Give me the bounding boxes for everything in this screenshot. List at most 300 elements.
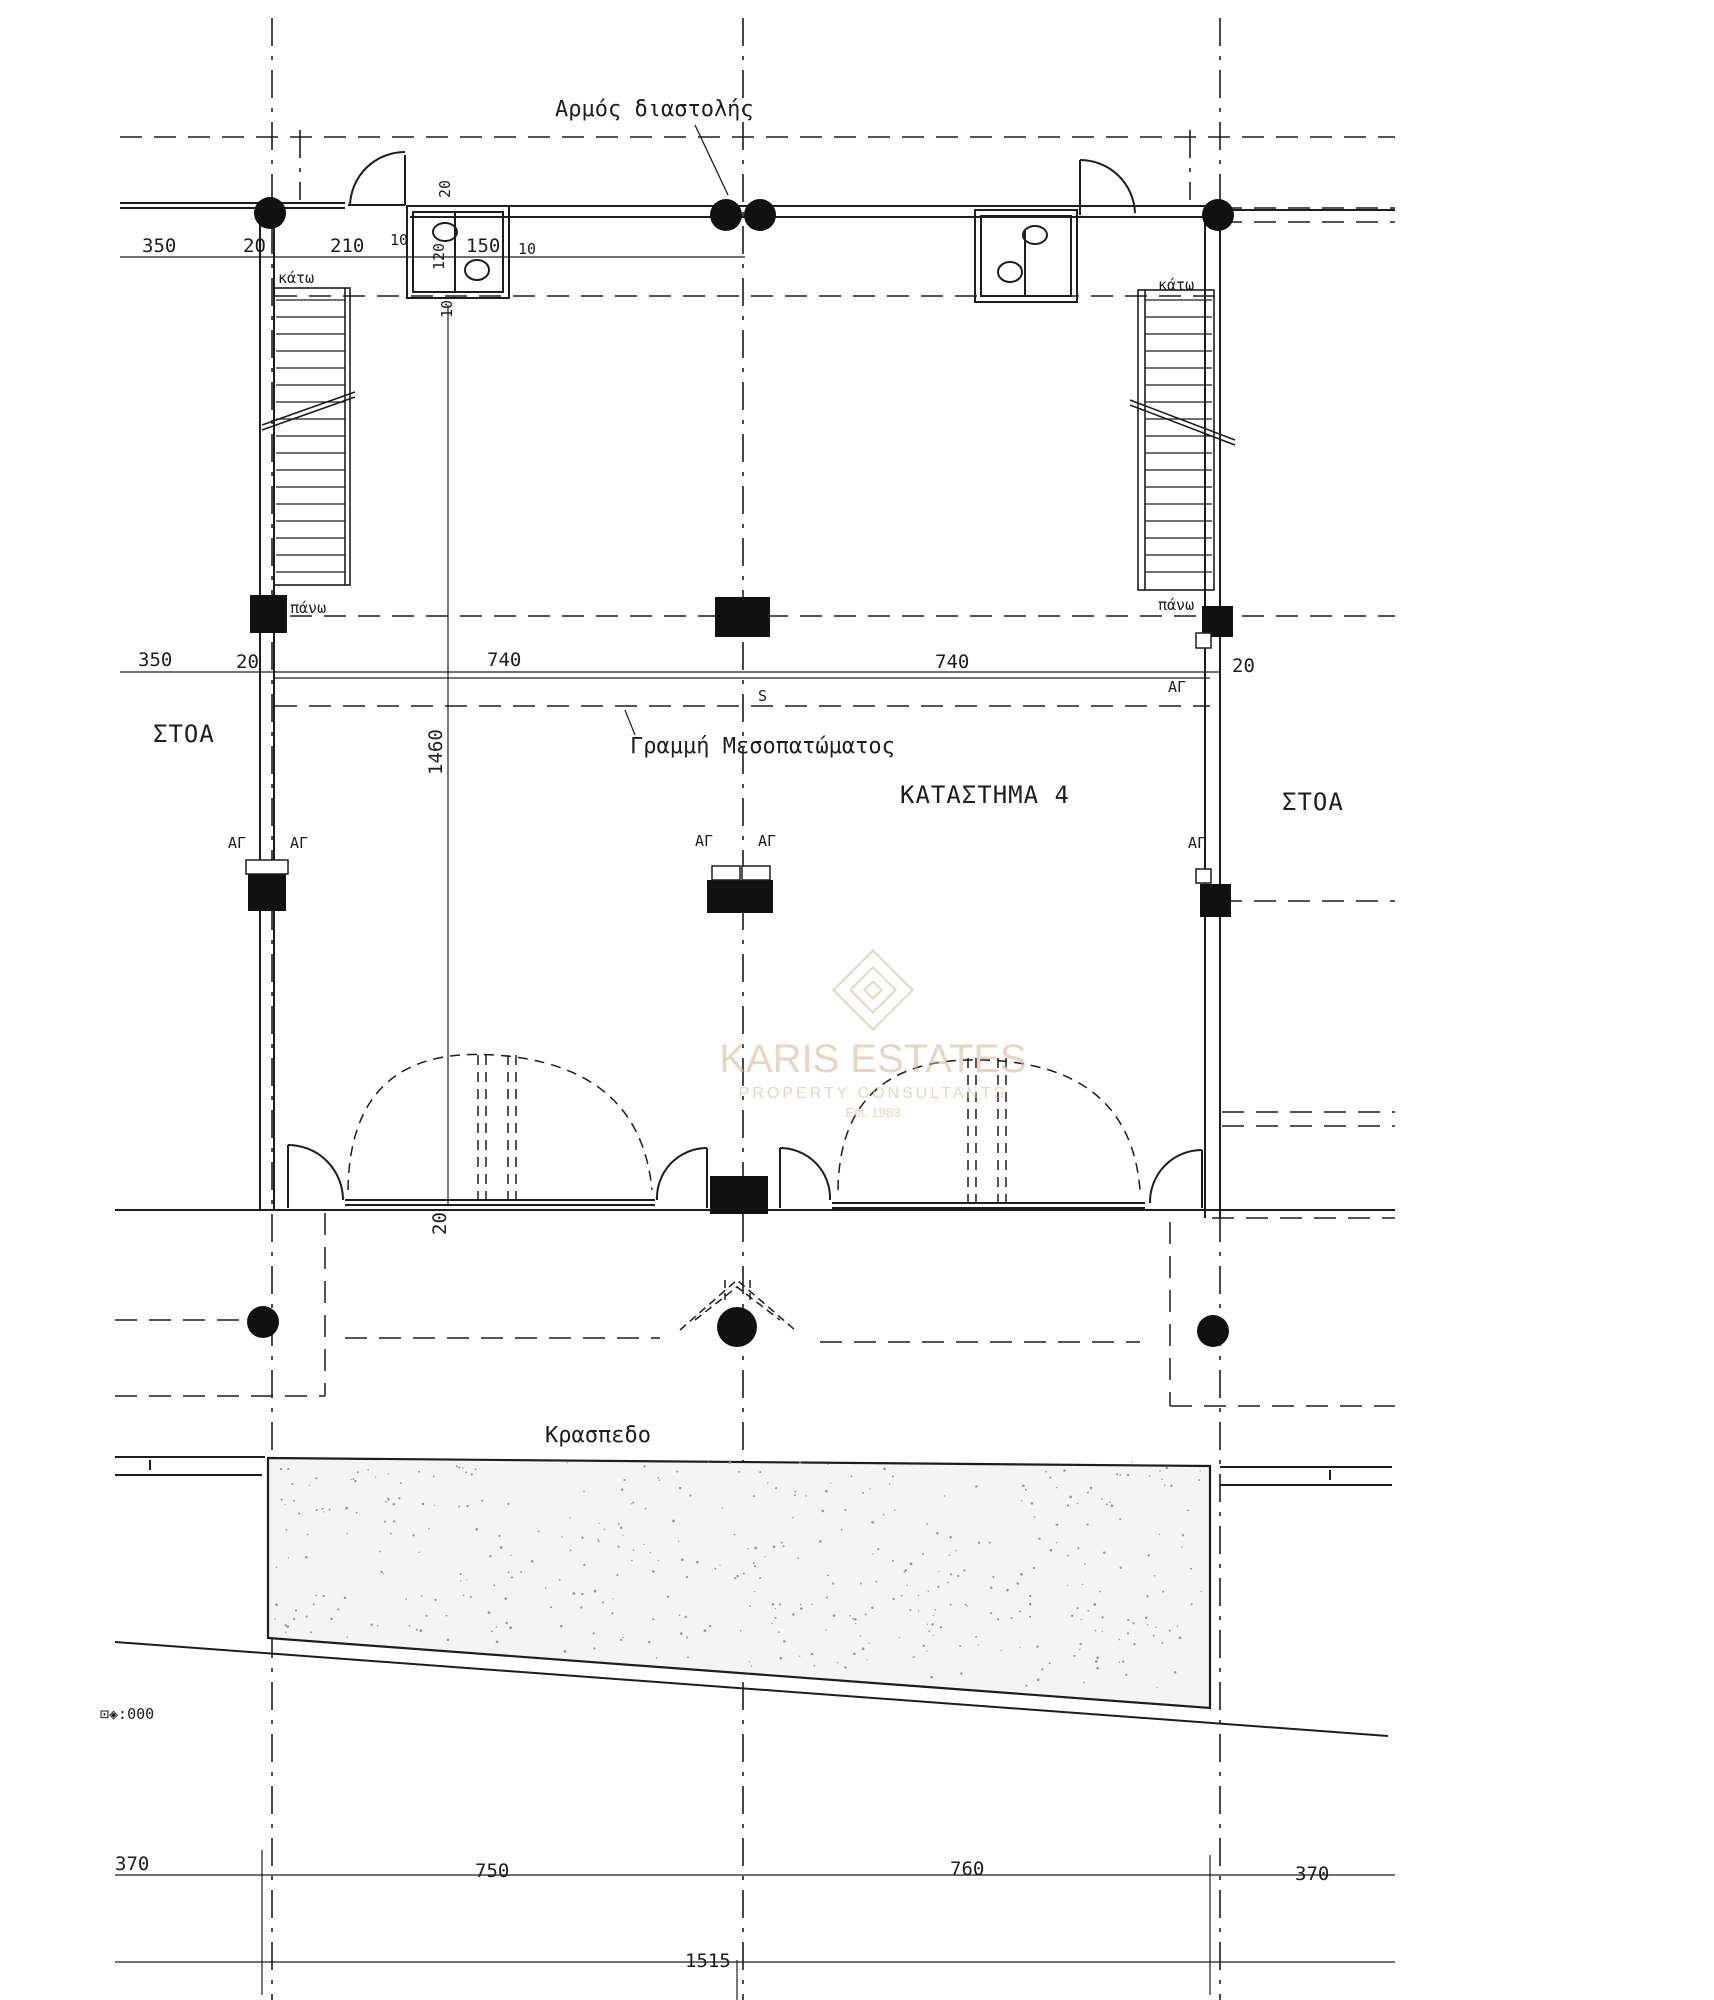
planter-speck xyxy=(337,1608,339,1610)
planter-speck xyxy=(1201,1591,1202,1592)
planter-speck xyxy=(412,1534,414,1536)
planter-speck xyxy=(922,1553,924,1555)
dim-depth: 1460 xyxy=(425,729,447,775)
planter-speck xyxy=(862,1647,865,1650)
planter-speck xyxy=(496,1640,499,1643)
dim-wc-wall-b: 10 xyxy=(518,240,537,258)
planter-speck xyxy=(778,1631,780,1633)
planter-speck xyxy=(743,1573,745,1575)
planter-speck xyxy=(966,1605,968,1607)
planter-speck xyxy=(799,1655,800,1656)
planter-speck xyxy=(950,1604,952,1606)
planter-speck xyxy=(405,1598,407,1600)
planter-speck xyxy=(622,1637,623,1638)
planter-speck xyxy=(844,1509,846,1511)
planter-speck xyxy=(1131,1462,1132,1463)
planter-speck xyxy=(989,1542,991,1544)
planter-speck xyxy=(1120,1567,1122,1569)
planter-speck xyxy=(421,1595,423,1597)
planter-speck xyxy=(1148,1554,1150,1556)
planter-speck xyxy=(1020,1573,1023,1576)
planter-speck xyxy=(583,1564,585,1566)
planter-speck xyxy=(678,1540,680,1542)
planter-speck xyxy=(1077,1503,1079,1505)
planter-speck xyxy=(841,1529,843,1531)
planter-speck xyxy=(328,1509,330,1511)
planter-speck xyxy=(772,1603,775,1606)
planter-speck xyxy=(1164,1485,1166,1487)
planter-speck xyxy=(892,1598,894,1600)
planter-speck xyxy=(811,1604,813,1606)
planter-speck xyxy=(918,1595,919,1596)
planter-speck xyxy=(418,1471,420,1473)
planter-speck xyxy=(904,1571,906,1573)
planter-speck xyxy=(1034,1516,1036,1518)
planter-speck xyxy=(356,1512,358,1514)
planter-speck xyxy=(1096,1656,1099,1659)
planter-speck xyxy=(937,1586,939,1588)
label-ag: ΑΓ xyxy=(1168,678,1187,696)
planter-speck xyxy=(1090,1488,1092,1490)
planter-speck xyxy=(1021,1500,1022,1501)
planter-speck xyxy=(1001,1650,1002,1651)
planter-speck xyxy=(867,1659,868,1660)
planter-speck xyxy=(466,1505,468,1507)
planter-speck xyxy=(581,1536,583,1538)
planter-speck xyxy=(1071,1615,1073,1617)
column-square xyxy=(1200,884,1231,917)
horizontal-dashed-lines xyxy=(115,137,1395,1406)
planter-speck xyxy=(573,1592,576,1595)
planter-speck xyxy=(564,1650,567,1653)
planter-speck xyxy=(322,1508,324,1510)
planter-speck xyxy=(475,1468,477,1470)
planter-speck xyxy=(1069,1496,1072,1499)
planter-speck xyxy=(1020,1647,1021,1648)
planter-speck xyxy=(1118,1639,1120,1641)
planter-speck xyxy=(949,1536,952,1539)
column-round xyxy=(254,197,286,229)
planter-speck xyxy=(284,1504,285,1505)
planter-speck xyxy=(1095,1630,1097,1632)
planter-speck xyxy=(696,1561,699,1564)
planter-speck xyxy=(1174,1671,1177,1674)
planter-speck xyxy=(293,1500,295,1502)
planter-speck xyxy=(287,1468,289,1470)
planter-speck xyxy=(1125,1674,1127,1676)
planter-speck xyxy=(794,1491,796,1493)
planter-speck xyxy=(872,1553,873,1554)
planter-speck xyxy=(545,1588,546,1589)
planter-speck xyxy=(293,1618,295,1620)
dim-bottom-bay-left: 750 xyxy=(475,1860,510,1882)
planter-speck xyxy=(1036,1645,1038,1647)
planter-speck xyxy=(387,1497,389,1499)
planter-speck xyxy=(612,1598,613,1599)
planter-speck xyxy=(416,1629,418,1631)
planter-speck xyxy=(681,1558,684,1561)
planter-speck xyxy=(869,1488,870,1489)
planter-speck xyxy=(281,1499,283,1501)
planter-speck xyxy=(889,1483,890,1484)
planter-speck xyxy=(1063,1469,1066,1472)
label-expansion-joint: Αρμός διαστολής xyxy=(555,97,754,122)
planter-speck xyxy=(1056,1524,1058,1526)
planter-speck xyxy=(672,1520,675,1523)
planter-speck xyxy=(923,1645,925,1647)
planter-speck xyxy=(827,1464,828,1465)
planter-speck xyxy=(771,1622,773,1624)
planter-speck xyxy=(460,1573,462,1575)
planter-speck xyxy=(286,1625,289,1628)
watermark-year: Est. 1983 xyxy=(845,1105,901,1120)
label-curb: Κρασπεδο xyxy=(545,1423,651,1448)
watermark-tagline: PROPERTY CONSULTANTS xyxy=(738,1085,1008,1102)
planter-speck xyxy=(781,1542,783,1544)
planter-speck xyxy=(1198,1479,1200,1481)
planter-speck xyxy=(280,1468,282,1470)
planter-speck xyxy=(830,1483,831,1484)
planter-speck xyxy=(460,1580,461,1581)
stair-treads xyxy=(276,300,1212,572)
planter-speck xyxy=(759,1577,761,1579)
planter-speck xyxy=(643,1544,644,1545)
dim-wc-depth: 120 xyxy=(430,242,448,270)
dim-bay-right: 740 xyxy=(935,651,970,673)
planter-speck xyxy=(598,1540,600,1542)
planter-speck xyxy=(284,1624,286,1626)
planter-speck xyxy=(1029,1616,1031,1618)
planter-speck xyxy=(420,1629,423,1632)
planter-speck xyxy=(1087,1610,1089,1612)
planter-area xyxy=(268,1458,1210,1708)
planter-speck xyxy=(990,1612,992,1614)
planter-speck xyxy=(931,1623,934,1626)
dim-mid-left-offset: 350 xyxy=(138,649,173,671)
planter-speck xyxy=(390,1533,392,1535)
planter-speck xyxy=(1025,1489,1027,1491)
dim-bottom-bay-right: 760 xyxy=(950,1858,985,1880)
columns xyxy=(247,197,1234,1347)
planter-speck xyxy=(837,1662,839,1664)
planter-speck xyxy=(632,1502,634,1504)
planter-speck xyxy=(901,1595,903,1597)
planter-speck xyxy=(775,1487,777,1489)
planter-speck xyxy=(597,1539,598,1540)
planter-speck xyxy=(419,1551,421,1553)
column-round xyxy=(710,199,742,231)
planter-speck xyxy=(352,1478,354,1480)
planter-speck xyxy=(1103,1552,1105,1554)
planter-speck xyxy=(475,1528,478,1531)
planter-speck xyxy=(323,1595,325,1597)
planter-speck xyxy=(1166,1467,1168,1469)
planter-speck xyxy=(1154,1575,1156,1577)
planter-speck xyxy=(990,1587,993,1590)
planter-speck xyxy=(935,1609,937,1611)
column-round xyxy=(1197,1315,1229,1347)
planter-speck xyxy=(676,1470,678,1472)
brand-logo-icon xyxy=(833,950,912,1029)
planter-speck xyxy=(1006,1589,1009,1592)
planter-speck xyxy=(1029,1595,1031,1597)
planter-speck xyxy=(860,1583,862,1585)
planter-speck xyxy=(1119,1518,1121,1520)
planter-speck xyxy=(367,1469,369,1471)
planter-speck xyxy=(594,1590,597,1593)
planter-speck xyxy=(621,1488,624,1491)
planter-speck xyxy=(375,1476,376,1477)
planter-speck xyxy=(604,1528,606,1530)
dim-bay-left: 740 xyxy=(487,649,522,671)
planter-speck xyxy=(740,1630,742,1632)
planter-speck xyxy=(734,1534,736,1536)
planter-speck xyxy=(498,1535,500,1537)
planter-speck xyxy=(658,1560,659,1561)
planter-speck xyxy=(1033,1567,1035,1569)
planter-speck xyxy=(491,1630,493,1632)
planter-speck xyxy=(602,1601,604,1603)
planter-speck xyxy=(422,1503,425,1506)
planter-speck xyxy=(947,1582,949,1584)
dim-mid-wall-right: 20 xyxy=(1232,655,1255,677)
planter-speck xyxy=(393,1520,395,1522)
planter-speck xyxy=(1170,1485,1172,1487)
planter-speck xyxy=(871,1607,874,1610)
planter-speck xyxy=(892,1476,894,1478)
planter-speck xyxy=(800,1604,802,1606)
column-square xyxy=(715,597,770,637)
planter-speck xyxy=(1149,1475,1151,1477)
planter-speck xyxy=(1155,1626,1156,1627)
planter-speck xyxy=(1127,1619,1129,1621)
planter-speck xyxy=(1045,1471,1047,1473)
planter-speck xyxy=(371,1623,373,1625)
planter-speck xyxy=(398,1497,400,1499)
planter-speck xyxy=(510,1555,512,1557)
column-round xyxy=(1202,199,1234,231)
planter-speck xyxy=(833,1614,836,1617)
planter-speck xyxy=(1073,1655,1075,1657)
planter-speck xyxy=(623,1479,625,1481)
label-ag: ΑΓ xyxy=(228,834,247,852)
planter-speck xyxy=(852,1618,854,1620)
label-stair-up-left: πάνω xyxy=(290,599,327,617)
planter-speck xyxy=(928,1630,930,1632)
planter-speck xyxy=(520,1571,522,1573)
planter-speck xyxy=(561,1536,563,1538)
planter-speck xyxy=(909,1609,911,1611)
planter-speck xyxy=(1157,1687,1158,1688)
planter-speck xyxy=(657,1477,659,1479)
planter-speck xyxy=(354,1480,356,1482)
planter-speck xyxy=(1056,1487,1058,1489)
planter-speck xyxy=(345,1507,348,1510)
planter-speck xyxy=(466,1579,467,1580)
planter-speck xyxy=(926,1651,927,1652)
planter-speck xyxy=(618,1523,620,1525)
planter-speck xyxy=(914,1656,915,1657)
planter-speck xyxy=(1093,1603,1096,1606)
planter-speck xyxy=(892,1560,894,1562)
label-ag: ΑΓ xyxy=(290,834,309,852)
planter-speck xyxy=(997,1618,999,1620)
planter-speck xyxy=(933,1615,934,1616)
planter-speck xyxy=(315,1477,317,1479)
planter-speck xyxy=(931,1676,934,1679)
planter-speck xyxy=(400,1482,402,1484)
planter-speck xyxy=(959,1645,961,1647)
planter-speck xyxy=(826,1597,828,1599)
planter-speck xyxy=(1099,1591,1101,1593)
planter-speck xyxy=(792,1517,794,1519)
planter-speck xyxy=(504,1597,507,1600)
planter-speck xyxy=(560,1625,563,1628)
column-round xyxy=(717,1307,757,1347)
planter-speck xyxy=(288,1557,289,1558)
axis-lines xyxy=(272,18,1220,2000)
planter-speck xyxy=(899,1637,900,1638)
planter-speck xyxy=(773,1545,776,1548)
planter-speck xyxy=(434,1599,436,1601)
planter-speck xyxy=(738,1471,740,1473)
planter-speck xyxy=(775,1608,776,1609)
planter-speck xyxy=(1147,1624,1148,1625)
planter-speck xyxy=(1086,1523,1088,1525)
planter-speck xyxy=(1038,1538,1040,1540)
planter-speck xyxy=(1079,1649,1081,1651)
planter-speck xyxy=(800,1607,803,1610)
planter-speck xyxy=(1127,1474,1129,1476)
planter-speck xyxy=(1122,1660,1124,1662)
planter-speck xyxy=(306,1616,308,1618)
label-shop: ΚΑΤΑΣΤΗΜΑ 4 xyxy=(900,781,1070,809)
planter-speck xyxy=(1076,1607,1078,1609)
planter-speck xyxy=(825,1490,828,1493)
label-stair-up-right: πάνω xyxy=(1158,596,1195,614)
planter-speck xyxy=(950,1573,952,1575)
planter-speck xyxy=(767,1482,768,1483)
planter-speck xyxy=(274,1618,276,1620)
planter-speck xyxy=(751,1665,753,1667)
planter-speck xyxy=(500,1546,503,1549)
planter-speck xyxy=(489,1555,491,1557)
dim-top-wall-left: 20 xyxy=(243,235,266,257)
planter-speck xyxy=(652,1570,655,1573)
planter-speck xyxy=(1111,1504,1114,1507)
planter-speck xyxy=(1067,1555,1069,1557)
legend: ⊡◈:000 xyxy=(100,1705,155,1723)
planter-speck xyxy=(433,1475,435,1477)
planter-speck xyxy=(1022,1484,1025,1487)
planter-speck xyxy=(471,1473,473,1475)
planter-speck xyxy=(1037,1678,1040,1681)
planter-speck xyxy=(910,1563,913,1566)
label-arcade-left: ΣΤΟΑ xyxy=(153,720,215,748)
planter-speck xyxy=(978,1542,980,1544)
planter-speck xyxy=(620,1639,622,1641)
planter-speck xyxy=(686,1576,688,1578)
planter-speck xyxy=(285,1529,287,1531)
planter-speck xyxy=(685,1616,687,1618)
planter-speck xyxy=(447,1638,450,1641)
planter-speck xyxy=(307,1534,309,1536)
planter-speck xyxy=(1025,1685,1027,1687)
planter-speck xyxy=(965,1604,967,1606)
planter-speck xyxy=(1029,1603,1032,1606)
planter-speck xyxy=(844,1666,846,1668)
planter-speck xyxy=(644,1508,646,1510)
planter-speck xyxy=(505,1622,508,1625)
column-round xyxy=(744,199,776,231)
planter-speck xyxy=(380,1571,382,1573)
planter-speck xyxy=(1095,1660,1098,1663)
planter-speck xyxy=(313,1603,315,1605)
planter-speck xyxy=(875,1581,877,1583)
planter-speck xyxy=(659,1479,661,1481)
planter-speck xyxy=(821,1510,824,1513)
planter-speck xyxy=(940,1626,942,1628)
planter-speck xyxy=(679,1614,681,1616)
planter-speck xyxy=(620,1527,623,1530)
planter-speck xyxy=(652,1618,654,1620)
wc-right xyxy=(975,210,1077,302)
planter-speck xyxy=(811,1653,814,1656)
dim-top-left-offset: 350 xyxy=(142,235,177,257)
planter-speck xyxy=(383,1573,384,1574)
planter-speck xyxy=(749,1661,750,1662)
planter-speck xyxy=(855,1623,856,1624)
planter-speck xyxy=(827,1596,828,1597)
planter-speck xyxy=(1145,1617,1148,1620)
planter-speck xyxy=(1102,1631,1103,1632)
planter-speck xyxy=(918,1610,919,1611)
planter-speck xyxy=(622,1535,623,1536)
dim-wc-wall-a: 10 xyxy=(390,231,409,249)
planter-speck xyxy=(388,1473,389,1474)
planter-speck xyxy=(853,1652,856,1655)
planter-speck xyxy=(1049,1477,1051,1479)
planter-speck xyxy=(1087,1492,1089,1494)
planter-speck xyxy=(1101,1616,1103,1618)
planter-speck xyxy=(285,1631,287,1633)
planter-speck xyxy=(350,1479,351,1480)
column-square xyxy=(710,1176,768,1214)
planter-speck xyxy=(813,1665,815,1667)
column-square xyxy=(707,880,773,913)
planter-speck xyxy=(805,1495,807,1497)
label-s: S xyxy=(758,687,768,705)
planter-speck xyxy=(315,1594,317,1596)
label-mezzanine-line: Γραμμή Μεσοπατώματος xyxy=(630,734,895,759)
planter-speck xyxy=(1132,1622,1134,1624)
planter-speck xyxy=(465,1471,467,1473)
planter-speck xyxy=(570,1550,572,1552)
planter-speck xyxy=(1084,1563,1086,1565)
planter-speck xyxy=(330,1618,333,1621)
planter-speck xyxy=(906,1585,908,1587)
planter-speck xyxy=(650,1552,651,1553)
planter-speck xyxy=(851,1475,853,1477)
planter-speck xyxy=(347,1636,349,1638)
planter-speck xyxy=(975,1636,977,1638)
watermark-brand: KARIS ESTATES xyxy=(719,1037,1027,1081)
planter-speck xyxy=(1056,1542,1057,1543)
dim-wc-width: 150 xyxy=(466,235,501,257)
dim-top-door-width: 210 xyxy=(330,235,365,257)
planter-speck xyxy=(736,1575,738,1577)
planter-speck xyxy=(593,1647,595,1649)
